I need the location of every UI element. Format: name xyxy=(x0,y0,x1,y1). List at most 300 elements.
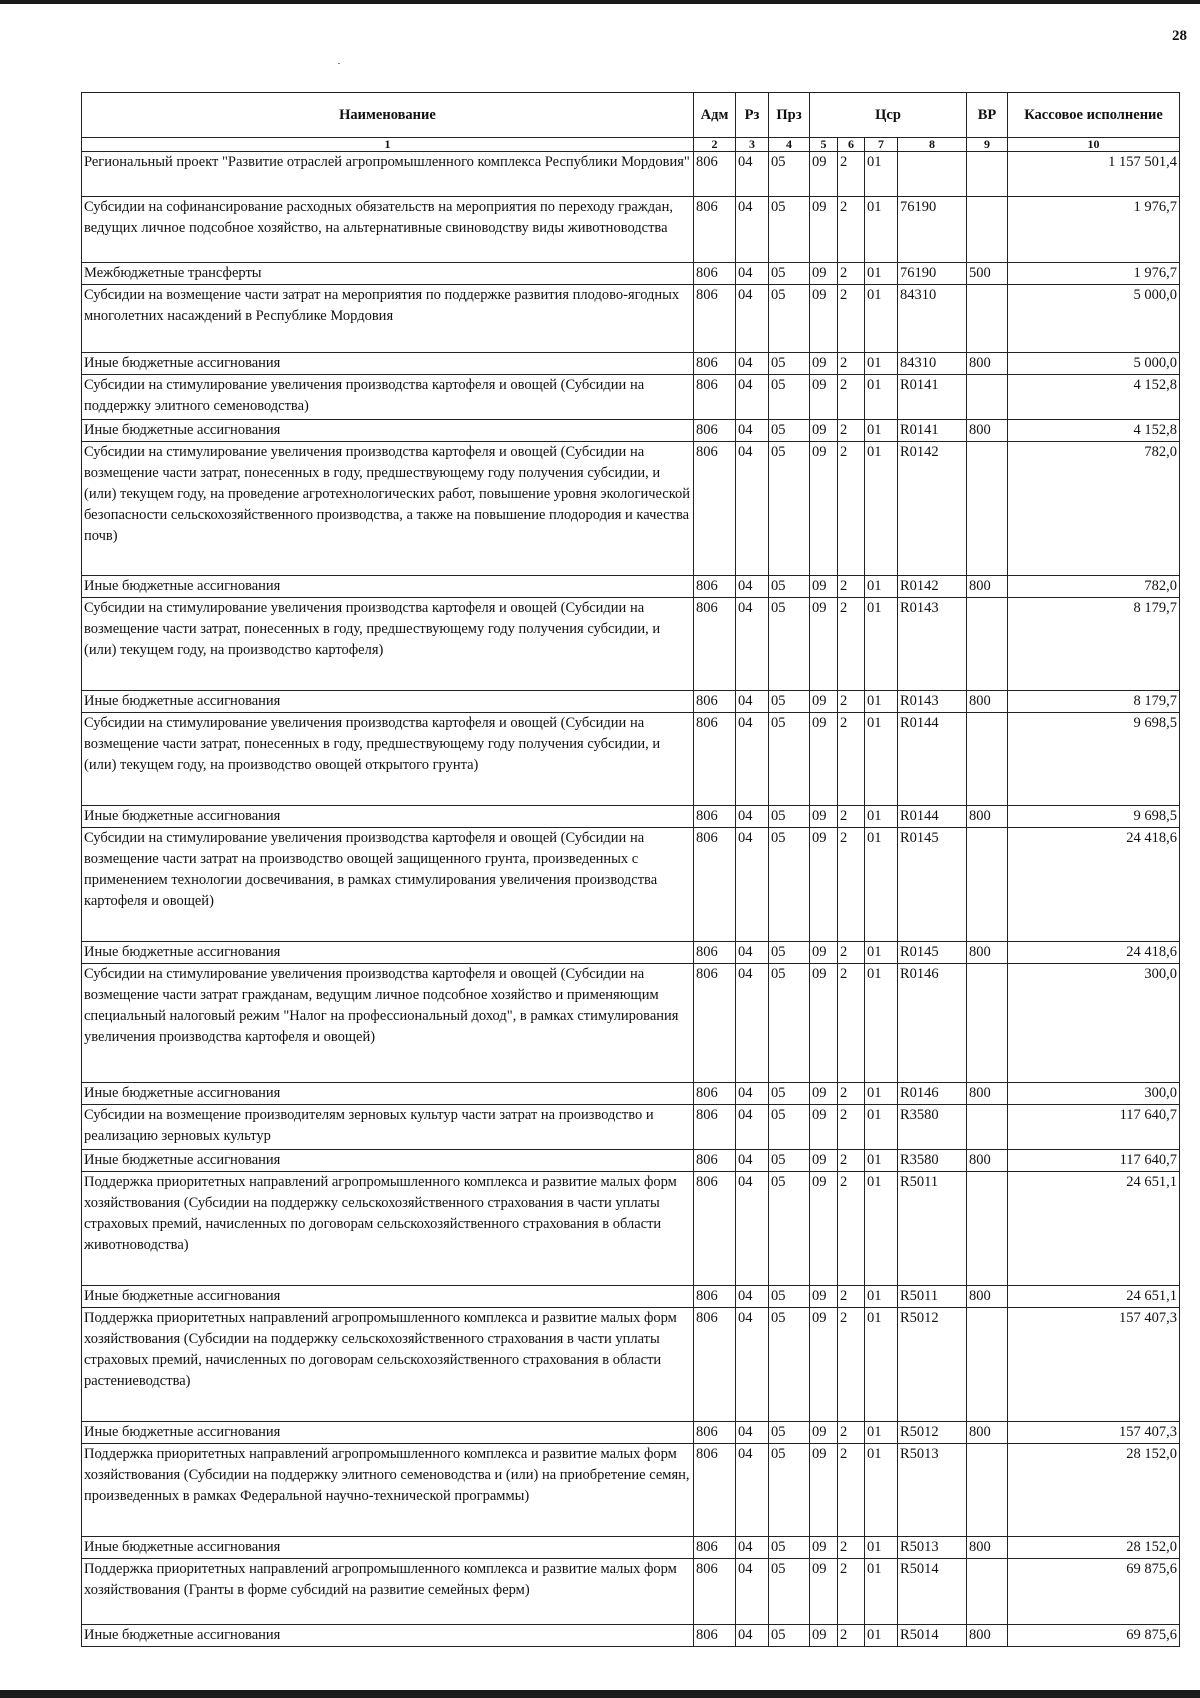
row-name: Поддержка приоритетных направлений агропромышленного комплекса и развитие малых форм хозяйствования (Субсидии на поддержку элитного семеноводства и (или) на приобретение семян, произведенных в рамках Федеральной научно-технической программы) xyxy=(82,1444,694,1537)
row-rz: 04 xyxy=(736,576,769,598)
row-vr: 800 xyxy=(967,1625,1008,1647)
row-csr-program: 09 xyxy=(810,197,838,263)
row-name: Поддержка приоритетных направлений агропромышленного комплекса и развитие малых форм хозяйствования (Гранты в форме субсидий на развитие семейных ферм) xyxy=(82,1559,694,1625)
table-row xyxy=(82,691,1180,713)
row-rz: 04 xyxy=(736,1422,769,1444)
row-csr-measure: 01 xyxy=(865,964,898,1083)
row-name: Иные бюджетные ассигнования xyxy=(82,942,694,964)
row-prz: 05 xyxy=(769,1308,810,1422)
row-csr-direction: R5012 xyxy=(898,1422,967,1444)
column-number: 6 xyxy=(838,138,865,152)
row-name: Субсидии на возмещение производителям зерновых культур части затрат на производство и реализацию зерновых культур xyxy=(82,1105,694,1150)
row-vr xyxy=(967,1559,1008,1625)
row-csr-direction: R0146 xyxy=(898,964,967,1083)
row-csr-subprogram: 2 xyxy=(838,598,865,691)
row-amount: 117 640,7 xyxy=(1008,1150,1180,1172)
row-csr-program: 09 xyxy=(810,263,838,285)
row-csr-program: 09 xyxy=(810,576,838,598)
table-row xyxy=(82,197,1180,263)
row-csr-measure: 01 xyxy=(865,1150,898,1172)
row-vr: 800 xyxy=(967,1537,1008,1559)
row-csr-measure: 01 xyxy=(865,263,898,285)
row-csr-program: 09 xyxy=(810,1444,838,1537)
row-csr-subprogram: 2 xyxy=(838,942,865,964)
row-vr xyxy=(967,828,1008,942)
row-name: Межбюджетные трансферты xyxy=(82,263,694,285)
row-name: Субсидии на стимулирование увеличения производства картофеля и овощей (Субсидии на возмещение части затрат гражданам, ведущим личное подсобное хозяйство и применяющим специальный налоговый режим "Налог на профессиональный доход", в рамках стимулирования увеличения производства картофеля и овощей) xyxy=(82,964,694,1083)
row-vr: 800 xyxy=(967,576,1008,598)
row-rz: 04 xyxy=(736,197,769,263)
column-number: 8 xyxy=(898,138,967,152)
row-csr-subprogram: 2 xyxy=(838,353,865,375)
row-csr-program: 09 xyxy=(810,1308,838,1422)
row-csr-measure: 01 xyxy=(865,942,898,964)
row-csr-measure: 01 xyxy=(865,197,898,263)
row-csr-subprogram: 2 xyxy=(838,1537,865,1559)
row-amount: 782,0 xyxy=(1008,576,1180,598)
row-csr-subprogram: 2 xyxy=(838,1083,865,1105)
row-csr-direction: R0144 xyxy=(898,806,967,828)
row-name: Иные бюджетные ассигнования xyxy=(82,1422,694,1444)
row-amount: 24 651,1 xyxy=(1008,1172,1180,1286)
row-prz: 05 xyxy=(769,713,810,806)
table-body xyxy=(82,152,1180,1647)
row-rz: 04 xyxy=(736,442,769,576)
header-rz: Рз xyxy=(736,93,769,138)
row-amount: 300,0 xyxy=(1008,964,1180,1083)
row-name: Региональный проект "Развитие отраслей агропромышленного комплекса Республики Мордовия" xyxy=(82,152,694,197)
row-name: Иные бюджетные ассигнования xyxy=(82,1083,694,1105)
row-csr-measure: 01 xyxy=(865,598,898,691)
row-prz: 05 xyxy=(769,263,810,285)
row-csr-subprogram: 2 xyxy=(838,1625,865,1647)
row-prz: 05 xyxy=(769,1444,810,1537)
row-name: Иные бюджетные ассигнования xyxy=(82,691,694,713)
row-csr-measure: 01 xyxy=(865,420,898,442)
table-row xyxy=(82,375,1180,420)
row-csr-subprogram: 2 xyxy=(838,691,865,713)
row-csr-program: 09 xyxy=(810,420,838,442)
row-csr-program: 09 xyxy=(810,152,838,197)
row-vr xyxy=(967,964,1008,1083)
row-csr-direction: R0143 xyxy=(898,598,967,691)
row-csr-subprogram: 2 xyxy=(838,806,865,828)
row-amount: 157 407,3 xyxy=(1008,1308,1180,1422)
row-vr: 800 xyxy=(967,1083,1008,1105)
row-amount: 5 000,0 xyxy=(1008,353,1180,375)
row-csr-direction: R5014 xyxy=(898,1625,967,1647)
row-csr-direction: R5011 xyxy=(898,1172,967,1286)
budget-table xyxy=(81,92,1180,1647)
row-name: Субсидии на стимулирование увеличения производства картофеля и овощей (Субсидии на возмещение части затрат, понесенных в году, предшествующему году получения субсидии, и (или) текущем году, на проведение агротехнологических работ, повышение уровня экологической безопасности сельскохозяйственного производства, а также на повышение плодородия и качества почв) xyxy=(82,442,694,576)
row-amount: 4 152,8 xyxy=(1008,375,1180,420)
row-csr-direction: 76190 xyxy=(898,197,967,263)
row-name: Субсидии на возмещение части затрат на мероприятия по поддержке развития плодово-ягодных многолетних насаждений в Республике Мордовия xyxy=(82,285,694,353)
row-prz: 05 xyxy=(769,442,810,576)
table-row xyxy=(82,1422,1180,1444)
row-rz: 04 xyxy=(736,1308,769,1422)
row-vr: 800 xyxy=(967,420,1008,442)
row-csr-subprogram: 2 xyxy=(838,576,865,598)
row-amount: 28 152,0 xyxy=(1008,1444,1180,1537)
row-csr-measure: 01 xyxy=(865,691,898,713)
row-csr-measure: 01 xyxy=(865,806,898,828)
row-csr-subprogram: 2 xyxy=(838,375,865,420)
table-row xyxy=(82,1559,1180,1625)
scan-top-edge xyxy=(0,0,1200,4)
table-row xyxy=(82,828,1180,942)
row-adm: 806 xyxy=(694,1308,736,1422)
row-prz: 05 xyxy=(769,152,810,197)
row-rz: 04 xyxy=(736,1105,769,1150)
row-csr-subprogram: 2 xyxy=(838,285,865,353)
row-rz: 04 xyxy=(736,828,769,942)
row-csr-subprogram: 2 xyxy=(838,964,865,1083)
row-csr-direction: R3580 xyxy=(898,1105,967,1150)
row-adm: 806 xyxy=(694,353,736,375)
row-rz: 04 xyxy=(736,1083,769,1105)
row-name: Иные бюджетные ассигнования xyxy=(82,1150,694,1172)
row-prz: 05 xyxy=(769,1150,810,1172)
row-vr xyxy=(967,152,1008,197)
row-csr-program: 09 xyxy=(810,442,838,576)
row-csr-direction: R0141 xyxy=(898,375,967,420)
row-csr-measure: 01 xyxy=(865,1559,898,1625)
row-prz: 05 xyxy=(769,1286,810,1308)
row-amount: 1 976,7 xyxy=(1008,263,1180,285)
row-vr xyxy=(967,1444,1008,1537)
row-prz: 05 xyxy=(769,375,810,420)
row-name: Субсидии на стимулирование увеличения производства картофеля и овощей (Субсидии на возмещение части затрат, понесенных в году, предшествующему году получения субсидии, и (или) текущем году, на производство овощей открытого грунта) xyxy=(82,713,694,806)
row-name: Поддержка приоритетных направлений агропромышленного комплекса и развитие малых форм хозяйствования (Субсидии на поддержку сельскохозяйственного страхования в части уплаты страховых премий, начисленных по договорам сельскохозяйственного страхования в области животноводства) xyxy=(82,1172,694,1286)
row-name: Поддержка приоритетных направлений агропромышленного комплекса и развитие малых форм хозяйствования (Субсидии на поддержку сельскохозяйственного страхования в части уплаты страховых премий, начисленных по договорам сельскохозяйственного страхования в области растениеводства) xyxy=(82,1308,694,1422)
row-name: Субсидии на софинансирование расходных обязательств на мероприятия по переходу граждан, ведущих личное подсобное хозяйство, на альтернативные свиноводству виды животноводства xyxy=(82,197,694,263)
table-row xyxy=(82,263,1180,285)
row-csr-subprogram: 2 xyxy=(838,420,865,442)
row-vr xyxy=(967,713,1008,806)
row-vr: 800 xyxy=(967,1286,1008,1308)
column-number-row xyxy=(82,138,1180,152)
row-prz: 05 xyxy=(769,806,810,828)
row-amount: 24 418,6 xyxy=(1008,942,1180,964)
row-amount: 24 651,1 xyxy=(1008,1286,1180,1308)
row-vr xyxy=(967,442,1008,576)
row-amount: 117 640,7 xyxy=(1008,1105,1180,1150)
row-csr-subprogram: 2 xyxy=(838,1308,865,1422)
row-csr-measure: 01 xyxy=(865,828,898,942)
row-amount: 9 698,5 xyxy=(1008,806,1180,828)
row-csr-measure: 01 xyxy=(865,713,898,806)
row-csr-measure: 01 xyxy=(865,152,898,197)
row-rz: 04 xyxy=(736,1286,769,1308)
row-amount: 4 152,8 xyxy=(1008,420,1180,442)
header-vr: ВР xyxy=(967,93,1008,138)
table-row xyxy=(82,353,1180,375)
table-row xyxy=(82,285,1180,353)
header-row xyxy=(82,93,1180,138)
row-csr-measure: 01 xyxy=(865,1625,898,1647)
row-csr-measure: 01 xyxy=(865,576,898,598)
row-adm: 806 xyxy=(694,1625,736,1647)
row-rz: 04 xyxy=(736,375,769,420)
row-csr-measure: 01 xyxy=(865,1444,898,1537)
header-adm: Адм xyxy=(694,93,736,138)
row-adm: 806 xyxy=(694,576,736,598)
row-prz: 05 xyxy=(769,1422,810,1444)
row-csr-measure: 01 xyxy=(865,1172,898,1286)
table-row xyxy=(82,964,1180,1083)
row-csr-program: 09 xyxy=(810,598,838,691)
row-adm: 806 xyxy=(694,1559,736,1625)
row-prz: 05 xyxy=(769,598,810,691)
row-name: Иные бюджетные ассигнования xyxy=(82,1286,694,1308)
row-amount: 157 407,3 xyxy=(1008,1422,1180,1444)
row-adm: 806 xyxy=(694,828,736,942)
header-amount: Кассовое исполнение xyxy=(1008,93,1180,138)
row-csr-program: 09 xyxy=(810,285,838,353)
row-adm: 806 xyxy=(694,375,736,420)
scan-bottom-edge xyxy=(0,1690,1200,1698)
row-name: Иные бюджетные ассигнования xyxy=(82,576,694,598)
row-amount: 24 418,6 xyxy=(1008,828,1180,942)
row-prz: 05 xyxy=(769,1537,810,1559)
row-csr-measure: 01 xyxy=(865,1537,898,1559)
table-row xyxy=(82,1286,1180,1308)
row-vr xyxy=(967,197,1008,263)
row-vr: 800 xyxy=(967,1422,1008,1444)
row-csr-measure: 01 xyxy=(865,375,898,420)
column-number: 5 xyxy=(810,138,838,152)
row-csr-measure: 01 xyxy=(865,1308,898,1422)
row-csr-direction: R0146 xyxy=(898,1083,967,1105)
column-number: 10 xyxy=(1008,138,1180,152)
row-vr: 800 xyxy=(967,806,1008,828)
header-csr: Цср xyxy=(810,93,967,138)
row-amount: 9 698,5 xyxy=(1008,713,1180,806)
row-amount: 300,0 xyxy=(1008,1083,1180,1105)
row-csr-subprogram: 2 xyxy=(838,1150,865,1172)
row-csr-direction xyxy=(898,152,967,197)
column-number: 4 xyxy=(769,138,810,152)
row-vr xyxy=(967,285,1008,353)
row-csr-program: 09 xyxy=(810,1172,838,1286)
row-amount: 1 976,7 xyxy=(1008,197,1180,263)
row-adm: 806 xyxy=(694,1105,736,1150)
header-name: Наименование xyxy=(82,93,694,138)
row-csr-subprogram: 2 xyxy=(838,1444,865,1537)
row-amount: 5 000,0 xyxy=(1008,285,1180,353)
row-amount: 1 157 501,4 xyxy=(1008,152,1180,197)
row-adm: 806 xyxy=(694,964,736,1083)
row-rz: 04 xyxy=(736,1625,769,1647)
row-csr-program: 09 xyxy=(810,1105,838,1150)
row-csr-program: 09 xyxy=(810,942,838,964)
table-row xyxy=(82,152,1180,197)
row-csr-subprogram: 2 xyxy=(838,152,865,197)
row-rz: 04 xyxy=(736,713,769,806)
row-adm: 806 xyxy=(694,1172,736,1286)
row-rz: 04 xyxy=(736,1444,769,1537)
row-csr-direction: R5011 xyxy=(898,1286,967,1308)
row-csr-program: 09 xyxy=(810,806,838,828)
table-row xyxy=(82,1172,1180,1286)
row-csr-program: 09 xyxy=(810,713,838,806)
table-row xyxy=(82,806,1180,828)
table-row xyxy=(82,942,1180,964)
row-name: Субсидии на стимулирование увеличения производства картофеля и овощей (Субсидии на возмещение части затрат на производство овощей защищенного грунта, произведенных с применением технологии досвечивания, в рамках стимулирования увеличения производства картофеля и овощей) xyxy=(82,828,694,942)
row-prz: 05 xyxy=(769,197,810,263)
row-rz: 04 xyxy=(736,942,769,964)
row-name: Иные бюджетные ассигнования xyxy=(82,1625,694,1647)
row-vr: 500 xyxy=(967,263,1008,285)
row-prz: 05 xyxy=(769,1172,810,1286)
row-vr xyxy=(967,375,1008,420)
row-adm: 806 xyxy=(694,691,736,713)
row-csr-direction: R0142 xyxy=(898,576,967,598)
row-rz: 04 xyxy=(736,964,769,1083)
row-rz: 04 xyxy=(736,1559,769,1625)
row-csr-direction: R0143 xyxy=(898,691,967,713)
row-csr-program: 09 xyxy=(810,1422,838,1444)
row-adm: 806 xyxy=(694,942,736,964)
row-prz: 05 xyxy=(769,964,810,1083)
table-row xyxy=(82,576,1180,598)
row-prz: 05 xyxy=(769,285,810,353)
column-number: 1 xyxy=(82,138,694,152)
row-prz: 05 xyxy=(769,942,810,964)
row-csr-direction: 76190 xyxy=(898,263,967,285)
row-prz: 05 xyxy=(769,576,810,598)
row-csr-subprogram: 2 xyxy=(838,442,865,576)
row-name: Иные бюджетные ассигнования xyxy=(82,1537,694,1559)
row-adm: 806 xyxy=(694,1422,736,1444)
row-rz: 04 xyxy=(736,1172,769,1286)
row-vr xyxy=(967,598,1008,691)
row-adm: 806 xyxy=(694,598,736,691)
row-rz: 04 xyxy=(736,420,769,442)
row-csr-measure: 01 xyxy=(865,1105,898,1150)
row-adm: 806 xyxy=(694,1537,736,1559)
row-csr-direction: 84310 xyxy=(898,353,967,375)
table-row xyxy=(82,1105,1180,1150)
row-vr: 800 xyxy=(967,353,1008,375)
table-row xyxy=(82,420,1180,442)
row-csr-subprogram: 2 xyxy=(838,1172,865,1286)
row-adm: 806 xyxy=(694,1150,736,1172)
table-row xyxy=(82,1150,1180,1172)
row-csr-program: 09 xyxy=(810,353,838,375)
row-csr-direction: R5013 xyxy=(898,1537,967,1559)
row-vr xyxy=(967,1172,1008,1286)
row-csr-program: 09 xyxy=(810,1559,838,1625)
row-csr-direction: R0145 xyxy=(898,942,967,964)
row-adm: 806 xyxy=(694,442,736,576)
row-csr-subprogram: 2 xyxy=(838,1422,865,1444)
row-csr-direction: R0145 xyxy=(898,828,967,942)
row-csr-subprogram: 2 xyxy=(838,1105,865,1150)
row-rz: 04 xyxy=(736,1537,769,1559)
row-prz: 05 xyxy=(769,420,810,442)
row-csr-measure: 01 xyxy=(865,442,898,576)
row-csr-program: 09 xyxy=(810,375,838,420)
row-csr-subprogram: 2 xyxy=(838,713,865,806)
row-rz: 04 xyxy=(736,1150,769,1172)
row-amount: 8 179,7 xyxy=(1008,691,1180,713)
column-number: 7 xyxy=(865,138,898,152)
row-csr-direction: 84310 xyxy=(898,285,967,353)
row-amount: 69 875,6 xyxy=(1008,1625,1180,1647)
table-row xyxy=(82,1625,1180,1647)
row-rz: 04 xyxy=(736,152,769,197)
row-csr-direction: R5012 xyxy=(898,1308,967,1422)
table-row xyxy=(82,1444,1180,1537)
row-vr: 800 xyxy=(967,691,1008,713)
row-csr-program: 09 xyxy=(810,964,838,1083)
row-prz: 05 xyxy=(769,353,810,375)
row-csr-program: 09 xyxy=(810,1150,838,1172)
row-rz: 04 xyxy=(736,263,769,285)
row-vr: 800 xyxy=(967,942,1008,964)
row-csr-program: 09 xyxy=(810,1537,838,1559)
page-number: 28 xyxy=(1172,28,1187,44)
row-csr-subprogram: 2 xyxy=(838,197,865,263)
row-adm: 806 xyxy=(694,197,736,263)
row-csr-program: 09 xyxy=(810,1625,838,1647)
row-rz: 04 xyxy=(736,353,769,375)
row-rz: 04 xyxy=(736,285,769,353)
table-row xyxy=(82,713,1180,806)
row-adm: 806 xyxy=(694,263,736,285)
row-csr-direction: R5013 xyxy=(898,1444,967,1537)
row-csr-direction: R0142 xyxy=(898,442,967,576)
row-name: Субсидии на стимулирование увеличения производства картофеля и овощей (Субсидии на поддержку элитного семеноводства) xyxy=(82,375,694,420)
row-prz: 05 xyxy=(769,828,810,942)
row-csr-measure: 01 xyxy=(865,1083,898,1105)
row-csr-measure: 01 xyxy=(865,1286,898,1308)
row-adm: 806 xyxy=(694,1286,736,1308)
row-prz: 05 xyxy=(769,1625,810,1647)
row-name: Иные бюджетные ассигнования xyxy=(82,806,694,828)
row-csr-program: 09 xyxy=(810,1286,838,1308)
table-row xyxy=(82,442,1180,576)
row-csr-subprogram: 2 xyxy=(838,1559,865,1625)
row-amount: 8 179,7 xyxy=(1008,598,1180,691)
row-csr-subprogram: 2 xyxy=(838,1286,865,1308)
row-csr-direction: R3580 xyxy=(898,1150,967,1172)
column-number: 2 xyxy=(694,138,736,152)
row-adm: 806 xyxy=(694,285,736,353)
row-name: Иные бюджетные ассигнования xyxy=(82,353,694,375)
column-number: 9 xyxy=(967,138,1008,152)
row-adm: 806 xyxy=(694,1083,736,1105)
row-csr-direction: R0141 xyxy=(898,420,967,442)
row-amount: 782,0 xyxy=(1008,442,1180,576)
row-csr-direction: R0144 xyxy=(898,713,967,806)
row-csr-measure: 01 xyxy=(865,353,898,375)
row-prz: 05 xyxy=(769,1559,810,1625)
row-csr-direction: R5014 xyxy=(898,1559,967,1625)
row-prz: 05 xyxy=(769,691,810,713)
row-name: Субсидии на стимулирование увеличения производства картофеля и овощей (Субсидии на возмещение части затрат, понесенных в году, предшествующему году получения субсидии, и (или) текущем году, на производство картофеля) xyxy=(82,598,694,691)
row-adm: 806 xyxy=(694,713,736,806)
row-adm: 806 xyxy=(694,1444,736,1537)
row-csr-program: 09 xyxy=(810,828,838,942)
row-csr-program: 09 xyxy=(810,1083,838,1105)
row-prz: 05 xyxy=(769,1083,810,1105)
row-adm: 806 xyxy=(694,152,736,197)
row-csr-measure: 01 xyxy=(865,285,898,353)
row-name: Иные бюджетные ассигнования xyxy=(82,420,694,442)
